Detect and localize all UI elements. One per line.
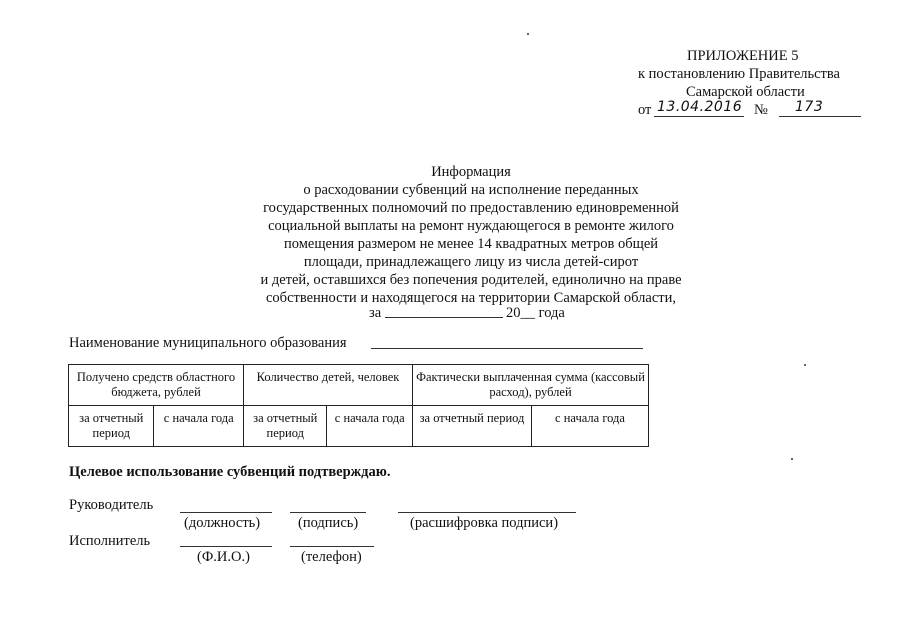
period-year: 20__ года bbox=[506, 305, 565, 321]
confirmation-text: Целевое использование субвенций подтверждаю. bbox=[69, 464, 391, 480]
document-title: Информация bbox=[431, 164, 511, 180]
title-line-6: и детей, оставшихся без попечения родителей, единолично на праве bbox=[260, 272, 682, 288]
title-line-4: помещения размером не менее 14 квадратных метров общей bbox=[283, 236, 659, 252]
table-header-row bbox=[69, 365, 649, 406]
subcol-paid-period: за отчетный период bbox=[413, 406, 532, 447]
head-label: Руководитель bbox=[69, 497, 154, 513]
region-line: Самарской области bbox=[686, 84, 805, 100]
head-decode-line[interactable] bbox=[398, 512, 576, 513]
executor-label: Исполнитель bbox=[69, 533, 151, 549]
report-table bbox=[68, 364, 649, 447]
handwritten-date: 13.04.2016 bbox=[657, 99, 743, 115]
scan-speck bbox=[804, 364, 806, 366]
handwritten-number: 173 bbox=[795, 99, 824, 115]
title-line-1: о расходовании субвенций на исполнение переданных bbox=[303, 182, 639, 198]
scan-speck bbox=[791, 458, 793, 460]
period-prefix: за bbox=[369, 305, 382, 321]
resolution-line: к постановлению Правительства bbox=[638, 66, 840, 82]
received-funds-header: Получено средств областного бюджета, рублей bbox=[69, 365, 244, 406]
subcol-children-period: за отчетный период bbox=[244, 406, 327, 447]
head-decode-caption: (расшифровка подписи) bbox=[410, 515, 559, 531]
subcol-children-ytd: с начала года bbox=[327, 406, 413, 447]
scan-speck bbox=[527, 33, 529, 35]
title-line-3: социальной выплаты на ремонт нуждающегося в ремонте жилого bbox=[268, 218, 674, 234]
actual-paid-header: Фактически выплаченная сумма (кассовый расход), рублей bbox=[413, 365, 649, 406]
head-signature-line[interactable] bbox=[290, 512, 366, 513]
title-line-2: государственных полномочий по предоставлению единовременной bbox=[263, 200, 679, 216]
subcol-paid-ytd: с начала года bbox=[532, 406, 649, 447]
head-position-caption: (должность) bbox=[184, 515, 261, 531]
executor-phone-caption: (телефон) bbox=[301, 549, 362, 565]
head-signature-caption: (подпись) bbox=[298, 515, 359, 531]
subcol-received-ytd: с начала года bbox=[154, 406, 244, 447]
annex-label: ПРИЛОЖЕНИЕ 5 bbox=[687, 48, 799, 64]
table-subheader-row bbox=[69, 406, 649, 447]
executor-name-caption: (Ф.И.О.) bbox=[197, 549, 250, 565]
children-count-header: Количество детей, человек bbox=[244, 365, 413, 406]
title-line-5: площади, принадлежащего лицу из числа детей-сирот bbox=[303, 254, 639, 270]
date-prefix: от bbox=[638, 102, 652, 118]
number-prefix: № bbox=[754, 102, 768, 118]
municipality-blank[interactable] bbox=[371, 348, 643, 349]
date-underline bbox=[654, 116, 744, 117]
head-position-line[interactable] bbox=[180, 512, 272, 513]
title-line-7: собственности и находящегося на территории Самарской области, bbox=[266, 290, 676, 306]
municipality-label: Наименование муниципального образования bbox=[69, 335, 347, 351]
period-blank[interactable] bbox=[385, 317, 503, 318]
executor-phone-line[interactable] bbox=[290, 546, 374, 547]
subcol-received-period: за отчетный период bbox=[69, 406, 154, 447]
executor-name-line[interactable] bbox=[180, 546, 272, 547]
number-underline bbox=[779, 116, 861, 117]
